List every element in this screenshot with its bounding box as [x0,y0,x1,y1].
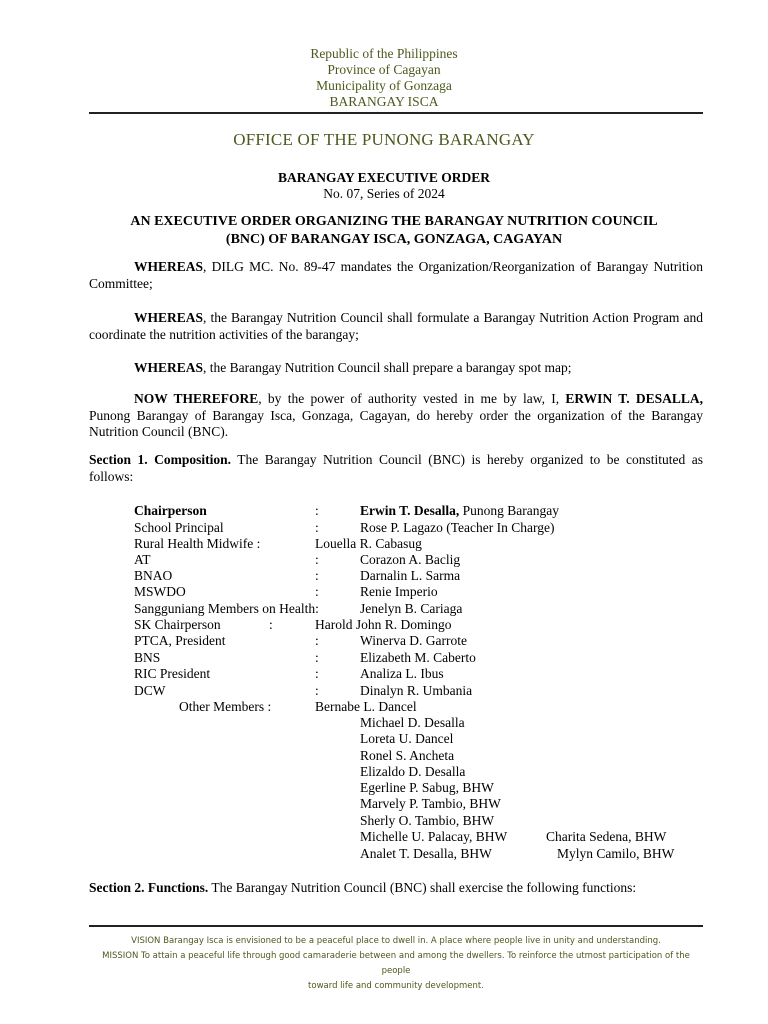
member-name: Louella R. Cabasug [315,536,422,551]
member-role: DCW [134,683,166,698]
whereas-lead: WHEREAS [134,360,204,375]
whereas-text: , DILG MC. No. 89-47 mandates the Organization/Reorganization of Barangay Nutrition Committee; [89,259,703,291]
chair-name: Erwin T. Desalla, [360,503,460,518]
member-name: Michael D. Desalla [360,715,465,730]
member-colon: : [315,584,319,599]
member-role: AT [134,552,151,567]
office-title: OFFICE OF THE PUNONG BARANGAY [233,130,535,149]
member-name: Jenelyn B. Cariaga [360,601,463,616]
whereas-text: , the Barangay Nutrition Council shall formulate a Barangay Nutrition Action Program and coordinate the nutrition activities of the barangay; [89,310,703,342]
member-name: Mylyn Camilo, BHW [557,846,675,861]
member-role: PTCA, President [134,633,226,648]
member-name: Marvely P. Tambio, BHW [360,796,501,811]
member-colon: : [315,568,319,583]
member-colon: : [315,650,319,665]
punong-barangay-name: ERWIN T. DESALLA, [565,391,703,406]
order-title-line1: AN EXECUTIVE ORDER ORGANIZING THE BARANGAY NUTRITION COUNCIL [130,214,658,229]
member-colon: : [315,666,319,681]
letterhead-province: Province of Cagayan [327,62,441,77]
section-2-text: The Barangay Nutrition Council (BNC) shall exercise the following functions: [208,880,637,895]
member-colon: : [315,503,319,518]
member-name: Charita Sedena, BHW [546,829,667,844]
whereas-clause-2 [89,310,703,343]
section-2-functions [89,880,703,897]
whereas-clause-3 [89,360,703,377]
member-name-chairperson [360,503,559,519]
member-name: Renie Imperio [360,584,438,599]
member-colon: : [315,633,319,648]
member-colon: : [315,520,319,535]
member-role: RIC President [134,666,211,681]
member-name: Michelle U. Palacay, BHW [360,829,508,844]
whereas-lead: WHEREAS [134,259,204,274]
header-divider [89,112,703,114]
member-name: Harold John R. Domingo [315,617,452,632]
other-members-label: Other Members : [179,699,272,714]
member-role: BNAO [134,568,173,583]
footer-divider [89,925,703,927]
letterhead-barangay: BARANGAY ISCA [329,94,439,109]
section-1-label: Section 1. Composition. [89,452,232,467]
order-title-line2: (BNC) OF BARANGAY ISCA, GONZAGA, CAGAYAN [225,232,563,247]
member-name: Analet T. Desalla, BHW [360,846,492,861]
member-name: Elizaldo D. Desalla [360,764,466,779]
member-name: Loreta U. Dancel [360,731,454,746]
chair-title: Punong Barangay [459,503,559,518]
now-therefore-clause [89,391,703,441]
now-therefore-text-a: , by the power of authority vested in me by law, I, [258,391,566,406]
order-number: No. 07, Series of 2024 [323,186,445,201]
member-name: Sherly O. Tambio, BHW [360,813,495,828]
section-2-label: Section 2. Functions. [89,880,209,895]
member-role: School Principal [134,520,224,535]
member-name: Egerline P. Sabug, BHW [360,780,494,795]
member-role: Sangguniang Members on Health: [134,601,319,616]
letterhead-municipality: Municipality of Gonzaga [316,78,452,93]
member-name: Analiza L. Ibus [360,666,444,681]
order-heading: BARANGAY EXECUTIVE ORDER [277,170,491,185]
member-name: Dinalyn R. Umbania [360,683,473,698]
section-1-composition [89,452,703,485]
footer-vision-mission [89,934,703,994]
member-name: Rose P. Lagazo (Teacher In Charge) [360,520,555,535]
whereas-clause-1 [89,259,703,292]
letterhead-country: Republic of the Philippines [310,46,458,61]
member-name: Winerva D. Garrote [360,633,468,648]
member-colon: : [315,683,319,698]
whereas-text: , the Barangay Nutrition Council shall prepare a barangay spot map; [203,360,572,375]
member-role: Rural Health Midwife : [134,536,261,551]
section-1-text: The Barangay Nutrition Council (BNC) is hereby organized to be constituted as follows: [89,452,704,484]
footer-mission: MISSION To attain a peaceful life through good camaraderie between and among the dwellers. To reinforce the utmost participation of the people [102,951,690,976]
member-name: Corazon A. Baclig [360,552,461,567]
now-therefore-lead: NOW THEREFORE [134,391,259,406]
member-name: Darnalin L. Sarma [360,568,461,583]
whereas-lead: WHEREAS [134,310,204,325]
member-name: Bernabe L. Dancel [315,699,417,714]
order-title [100,213,688,249]
footer-mission-cont: toward life and community development. [308,981,484,991]
member-role: BNS [134,650,161,665]
footer-vision: VISION Barangay Isca is envisioned to be a peaceful place to dwell in. A place where people live in unity and understanding. [131,936,661,946]
now-therefore-text-b: Punong Barangay of Barangay Isca, Gonzaga, Cagayan, do hereby order the organization of the Barangay Nutrition Council (BNC). [89,407,703,439]
member-name: Ronel S. Ancheta [360,748,455,763]
member-colon: : [315,552,319,567]
member-role: MSWDO [134,584,186,599]
member-name: Elizabeth M. Caberto [360,650,476,665]
member-role-chairperson: Chairperson [134,503,207,518]
member-role: SK Chairperson [134,617,221,632]
member-colon: : [269,617,273,632]
